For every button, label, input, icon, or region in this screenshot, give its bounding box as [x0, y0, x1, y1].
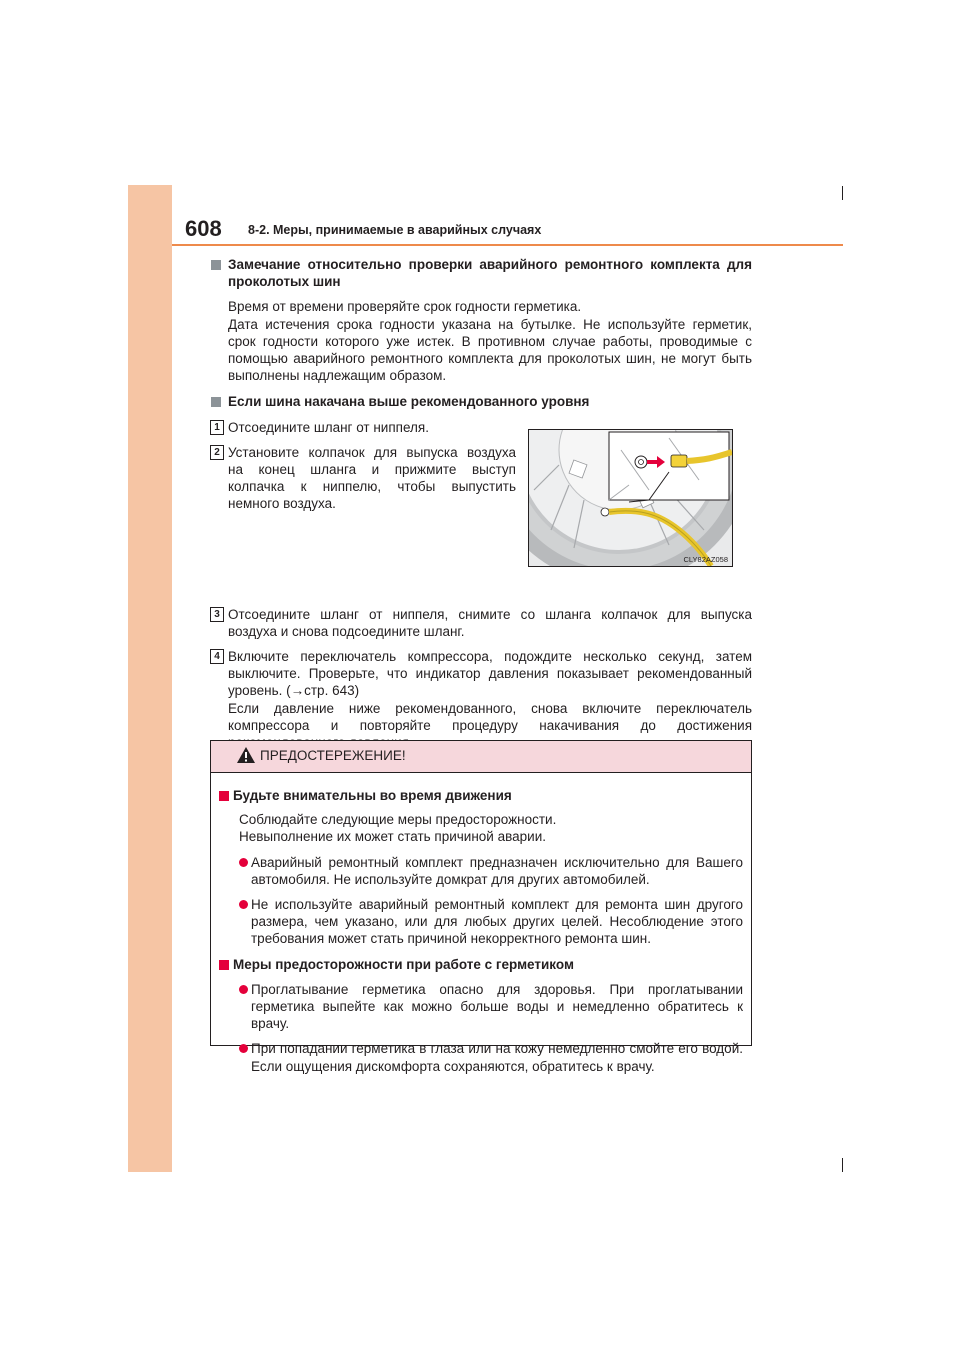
crop-mark-bottom: [842, 1158, 843, 1172]
step-1: 1 Отсоедините шланг от ниппеля.: [210, 419, 752, 436]
red-bullet-icon: [239, 900, 248, 909]
heading-overinflated: Если шина накачана выше рекомендованного уровня: [210, 393, 752, 410]
warning-body: [211, 773, 751, 1075]
warning-title: ПРЕДОСТЕРЕЖЕНИЕ!: [260, 748, 406, 763]
crop-mark-top: [842, 186, 843, 200]
heading-square-icon: [211, 260, 221, 270]
step-number: 3: [210, 607, 224, 622]
section-title: 8-2. Меры, принимаемые в аварийных случаях: [248, 223, 542, 237]
step-number: 4: [210, 649, 224, 664]
tire-valve-hose-illustration: [528, 429, 733, 567]
sealant-paragraph: Время от времени проверяйте срок годности герметика. Дата истечения срока годности указана на бутылке. Не используйте герметик, срок годности которого уже истек. В противном случае работы, проводимые с помощью аварийного ремонтного комплекта для проколотых шин, не могут быть выполнены надлежащим образом.: [228, 299, 752, 384]
step-number: 1: [210, 420, 224, 435]
step-number: 2: [210, 445, 224, 460]
heading-sealant-check: Замечание относительно проверки аварийного ремонтного комплекта для проколотых шин: [210, 256, 752, 290]
step-4: 4 Включите переключатель компрессора, подождите несколько секунд, затем выключите. Проверьте, что индикатор давления показывает рекомендованный уровень. (→стр. 643) Если давление ниже рекомендованного, снова включите переключатель компрессора и повторяйте процедуру накачивания до достижения: [210, 648, 752, 751]
warning-heading-driving: Будьте внимательны во время движения: [219, 787, 743, 804]
red-bullet-icon: [239, 985, 248, 994]
warning-square-icon: [219, 791, 229, 801]
red-bullet-icon: [239, 1044, 248, 1053]
header-rule: [172, 244, 843, 246]
warning-bullet: Аварийный ремонтный комплект предназначен исключительно для Вашего автомобиля. Не используйте домкрат для других автомобилей.: [219, 854, 743, 888]
warning-bullet: При попадании герметика в глаза или на кожу немедленно смойте его водой. Если ощущения дискомфорта сохраняются, обратитесь к врачу.: [219, 1040, 743, 1074]
warning-triangle-icon: [236, 746, 256, 764]
warning-bullet: Проглатывание герметика опасно для здоровья. При проглатывании герметика выпейте как можно больше воды и немедленно обратитесь к врачу.: [219, 981, 743, 1033]
warning-header: [211, 741, 751, 773]
warning-bullet: Не используйте аварийный ремонтный комплект для ремонта шин другого размера, чем указано, или для любых других целей. Несоблюдение этого требования может стать причиной некорректного ремонта шин.: [219, 896, 743, 948]
side-tab-strip: [128, 185, 172, 1172]
warning-heading-sealant: Меры предосторожности при работе с герметиком: [219, 956, 743, 973]
tire-illustration-svg: [529, 430, 732, 566]
red-bullet-icon: [239, 858, 248, 867]
warning-square-icon: [219, 960, 229, 970]
step-3: 3 Отсоедините шланг от ниппеля, снимите со шланга колпачок для выпуска воздуха и снова подсоедините шланг.: [210, 606, 752, 640]
step-2: 2 Установите колпачок для выпуска воздуха на конец шланга и прижмите выступ колпачка к ниппелю, чтобы выпустить немного воздуха.: [210, 444, 516, 513]
warning-intro: Соблюдайте следующие меры предосторожности. Невыполнение их может стать причиной аварии.: [239, 812, 557, 845]
warning-box: [210, 740, 752, 1074]
page-number: 608: [185, 216, 222, 241]
heading-square-icon: [211, 397, 221, 407]
figure-code: CLY82AZ058: [683, 555, 728, 564]
